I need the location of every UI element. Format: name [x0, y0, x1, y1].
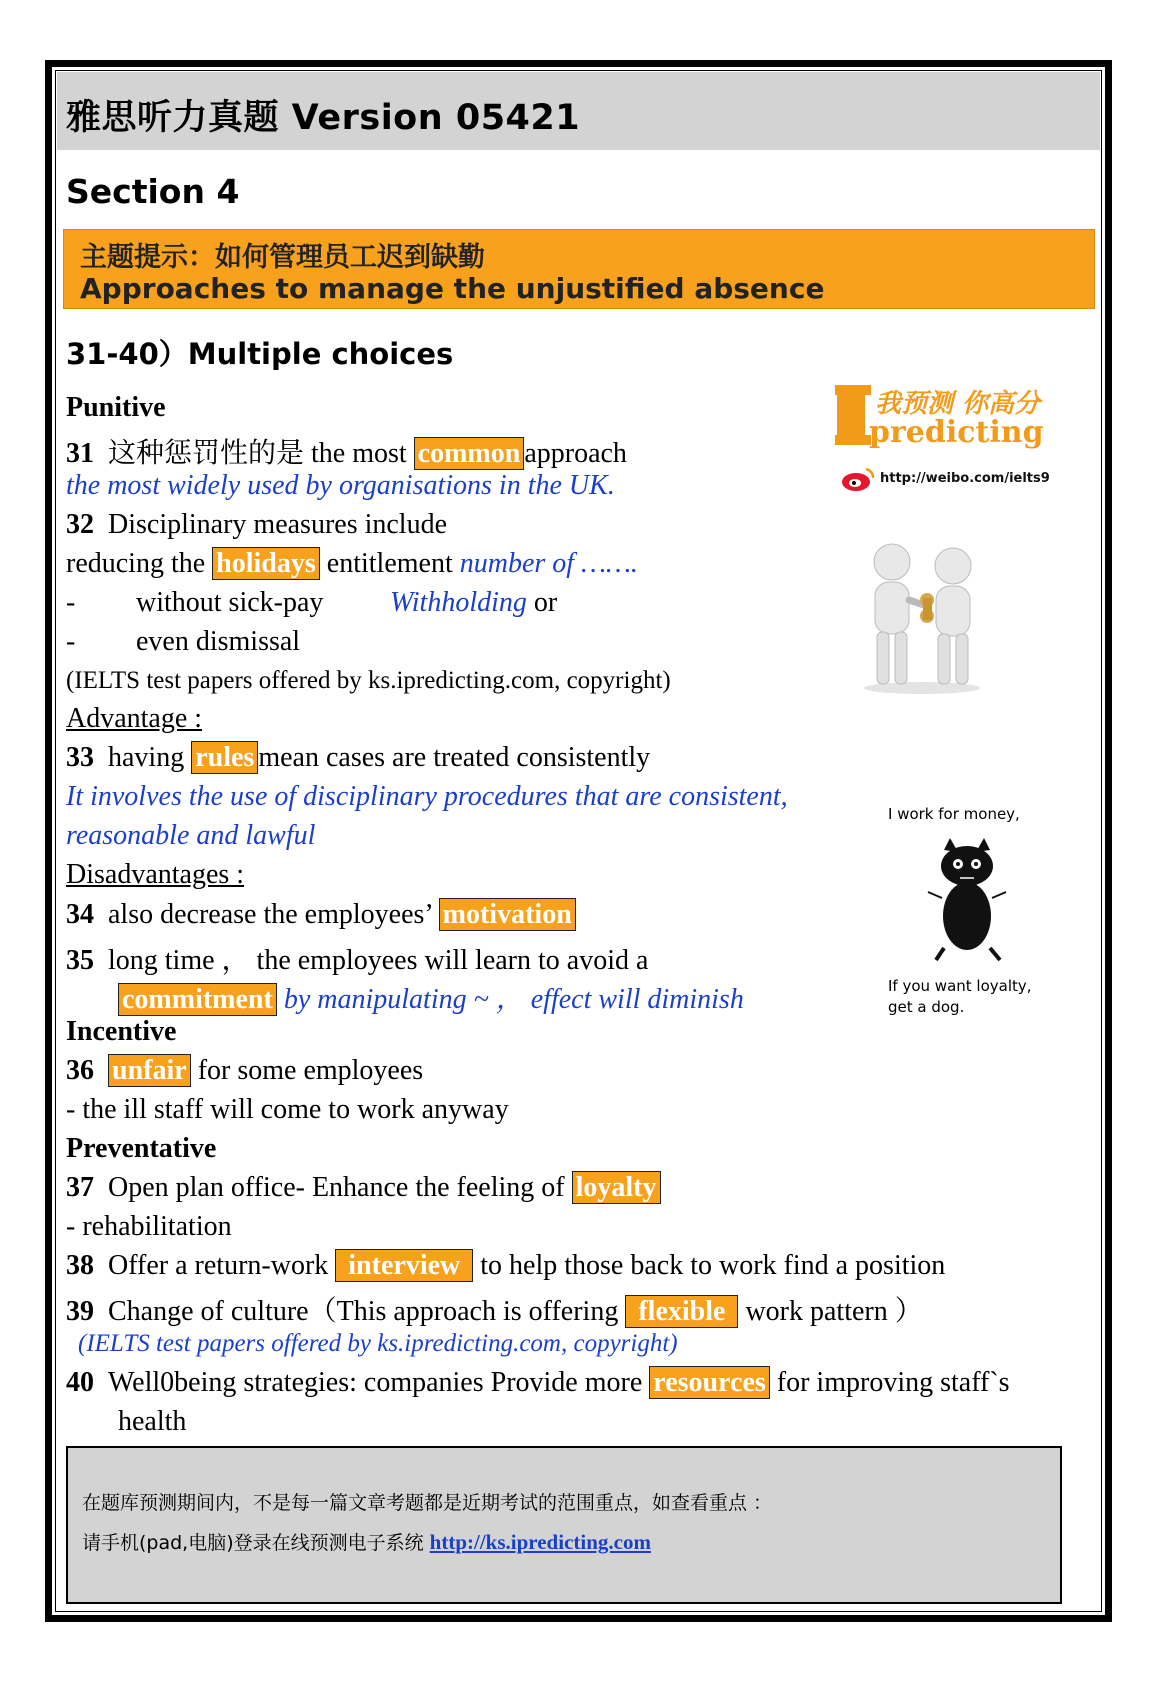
q31-note: the most widely used by organisations in the UK. — [66, 470, 615, 501]
heading-preventative: Preventative — [66, 1133, 217, 1164]
q31-post: approach — [524, 438, 627, 469]
q38-post: to help those back to work find a position — [473, 1250, 946, 1281]
q40-number: 40 — [66, 1367, 94, 1398]
q35-answer: commitment — [118, 983, 277, 1016]
q32 — [66, 509, 447, 541]
topic-banner — [63, 229, 1095, 309]
q33-note-2: reasonable and lawful — [66, 820, 316, 851]
weibo-icon — [840, 466, 876, 492]
q32-answer: holidays — [212, 547, 320, 580]
heading-punitive: Punitive — [66, 392, 166, 423]
q34-answer: motivation — [439, 898, 576, 931]
ipredicting-logo — [835, 383, 1060, 498]
q32-post: entitlement — [319, 548, 460, 579]
dash-1: - — [66, 587, 76, 618]
q32-line — [66, 548, 638, 580]
cat-cartoon-image — [880, 800, 1060, 1020]
q39-text: Change of culture（This approach is offering — [108, 1296, 626, 1327]
cat-caption-bottom-1: If you want loyalty, — [888, 977, 1032, 995]
dash-item-2 — [66, 626, 301, 658]
topic-cn: 主题提示：如何管理员工迟到缺勤 — [80, 242, 485, 273]
footer-line-2-text: 请手机(pad,电脑)登录在线预测电子系统 — [82, 1532, 430, 1554]
logo-chinese: 我预测 你高分 — [875, 389, 1041, 419]
q35-number: 35 — [66, 945, 94, 976]
heading-disadvantages: Disadvantages : — [66, 859, 245, 890]
dash-item-1 — [66, 587, 558, 619]
q35-text: long time ， the employees will learn to avoid a — [108, 945, 649, 976]
dash-1-text: without sick-pay — [136, 587, 324, 618]
q33-note-1: It involves the use of disciplinary procedures that are consistent, — [66, 781, 788, 812]
q40 — [66, 1367, 1010, 1399]
cat-caption-top: I work for money, — [888, 805, 1020, 823]
copyright-note-1: (IELTS test papers offered by ks.ipredicting.com, copyright) — [66, 667, 671, 694]
footer-link[interactable]: http://ks.ipredicting.com — [429, 1530, 651, 1554]
q32-pre: reducing the — [66, 548, 213, 579]
dash-2: - — [66, 626, 76, 657]
q34 — [66, 899, 576, 931]
q36-number: 36 — [66, 1055, 94, 1086]
q40-text: Well0being strategies: companies Provide more — [108, 1367, 650, 1398]
q34-number: 34 — [66, 899, 94, 930]
q39 — [66, 1289, 923, 1329]
q38 — [66, 1250, 945, 1282]
q36-answer: unfair — [108, 1054, 191, 1087]
heading-advantage: Advantage : — [66, 703, 203, 734]
footer-line-1: 在题库预测期间内，不是每一篇文章考题都是近期考试的范围重点，如查看重点 ： — [82, 1492, 773, 1514]
q33-text: having — [108, 742, 192, 773]
q37 — [66, 1172, 661, 1204]
footer-note — [66, 1446, 1062, 1604]
section-heading: Section 4 — [66, 172, 240, 211]
logo-predicting: predicting — [869, 415, 1044, 450]
q40-line: health — [118, 1406, 187, 1437]
q37-text: Open plan office- Enhance the feeling of — [108, 1172, 572, 1203]
q33-answer: rules — [191, 741, 258, 774]
q38-number: 38 — [66, 1250, 94, 1281]
q33-post: mean cases are treated consistently — [258, 742, 651, 773]
q31-number: 31 — [66, 438, 94, 469]
q31 — [66, 431, 627, 471]
footer-line-2 — [82, 1528, 651, 1555]
q39-number: 39 — [66, 1296, 94, 1327]
q39-post: work pattern ） — [738, 1296, 923, 1327]
q40-post: for improving staff`s — [769, 1367, 1010, 1398]
logo-url: http://weibo.com/ielts9 — [880, 471, 1050, 486]
q33-number: 33 — [66, 742, 94, 773]
page-title: 雅思听力真题 Version 05421 — [66, 98, 581, 138]
q35 — [66, 938, 648, 978]
q33 — [66, 742, 650, 774]
q38-answer: interview — [335, 1249, 473, 1282]
q34-text: also decrease the employees’ — [108, 899, 439, 930]
q40-answer: resources — [649, 1366, 770, 1399]
q32-note: number of ……. — [459, 548, 638, 579]
q31-text: 这种惩罚性的是 the most — [108, 438, 414, 469]
q35-note: by manipulating ~ ， effect will diminish — [276, 984, 744, 1015]
subheading: 31-40）Multiple choices — [66, 337, 454, 371]
q35-line — [118, 977, 744, 1017]
topic-en: Approaches to manage the unjustified absence — [80, 272, 825, 305]
copyright-note-2: (IELTS test papers offered by ks.ipredicting.com, copyright) — [78, 1330, 678, 1357]
q37-answer: loyalty — [572, 1171, 661, 1204]
q38-text: Offer a return-work — [108, 1250, 336, 1281]
dash-2-text: even dismissal — [136, 626, 301, 657]
dash-1-post: or — [526, 587, 558, 618]
q36 — [66, 1055, 423, 1087]
two-figures-image — [855, 540, 990, 695]
dash-1-note: Withholding — [390, 587, 527, 618]
q32-text: Disciplinary measures include — [108, 509, 448, 540]
q32-number: 32 — [66, 509, 94, 540]
q37-number: 37 — [66, 1172, 94, 1203]
q36-line: - the ill staff will come to work anyway — [66, 1094, 509, 1125]
heading-incentive: Incentive — [66, 1016, 177, 1047]
q36-post: for some employees — [190, 1055, 424, 1086]
q31-answer: common — [414, 437, 525, 470]
q37-line: - rehabilitation — [66, 1211, 232, 1242]
q39-answer: flexible — [625, 1295, 738, 1328]
cat-caption-bottom-2: get a dog. — [888, 998, 965, 1016]
